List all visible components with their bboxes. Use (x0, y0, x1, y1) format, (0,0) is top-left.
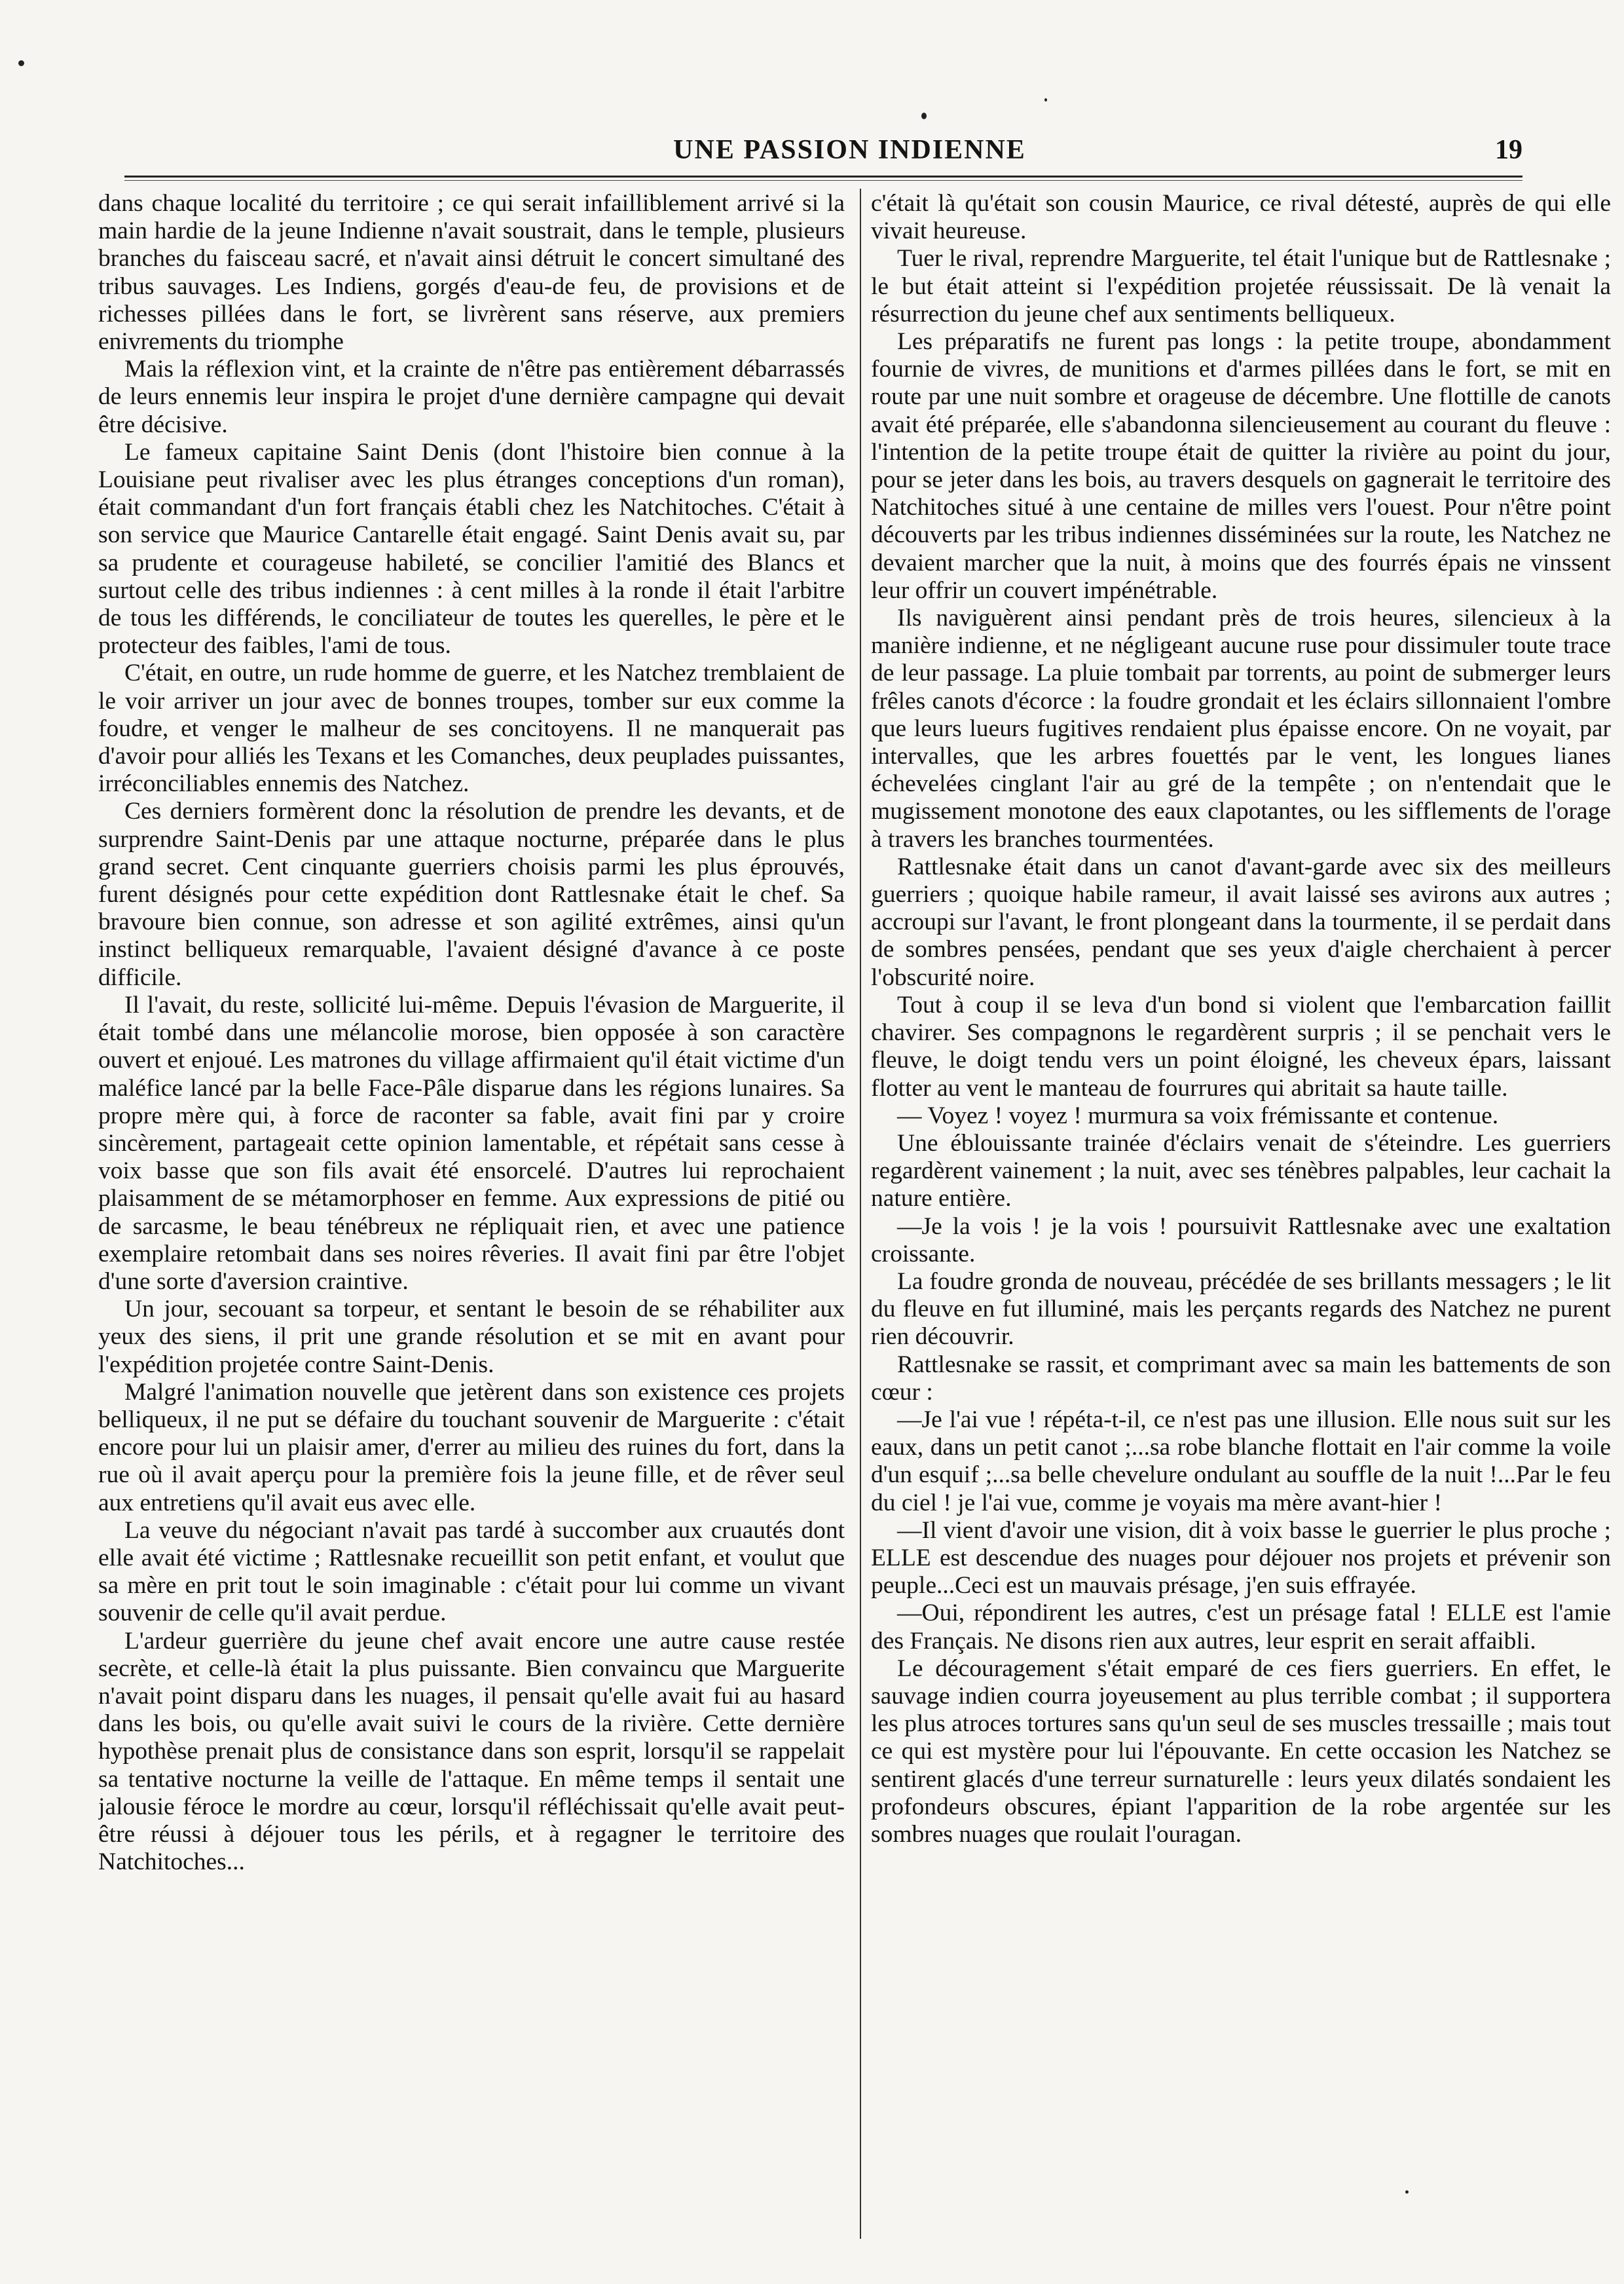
paragraph: Ces derniers formèrent donc la résolution de prendre les devants, et de surprendre Saint-Denis par une attaque nocturne, préparée dans le plus grand secret. Cent cinquante guerriers choisis parmi les plus éprouvés, furent désignés pour cette expédition dont Rattlesnake était le chef. Sa bravoure bien connue, son adresse et son agilité extrêmes, ainsi qu'un instinct belliqueux remarquable, l'avaient désigné d'avance à ce poste difficile. (98, 798, 845, 991)
page-number: 19 (1495, 135, 1522, 165)
right-column (871, 190, 1611, 2247)
paragraph: Ils naviguèrent ainsi pendant près de trois heures, silencieux à la manière indienne, et ne négligeant aucune ruse pour dissimuler toute trace de leur passage. La pluie tombait par torrents, au point de submerger leurs frêles canots d'écorce : la foudre grondait et les éclairs sillonnaient l'ombre que leurs lueurs fugitives rendaient plus épaisse encore. On ne voyait, par intervalles, que les arbres fouettés par le vent, les longues lianes échevelées cinglant l'air au gré de la tempête ; on n'entendait que le mugissement monotone des eaux clapotantes, ou les sifflements de l'orage à travers les branches tourmentées. (871, 605, 1611, 853)
paragraph: —Je la vois ! je la vois ! poursuivit Rattlesnake avec une exaltation croissante. (871, 1212, 1611, 1267)
paragraph: — Voyez ! voyez ! murmura sa voix frémissante et contenue. (897, 1102, 1499, 1129)
paragraph: Un jour, secouant sa torpeur, et sentant le besoin de se réhabiliter aux yeux des siens, il prit une grande résolution et se mit en avant pour l'expédition projetée contre Saint-Denis. (98, 1296, 845, 1378)
ink-speck (1044, 98, 1047, 102)
paragraph: La veuve du négociant n'avait pas tardé à succomber aux cruautés dont elle avait été victime ; Rattlesnake recueillit son petit enfant, et voulut que sa mère en prit tout le soin imaginable : c'était pour lui comme un vivant souvenir de celle qu'il avait perdue. (98, 1516, 845, 1627)
paragraph: Tout à coup il se leva d'un bond si violent que l'embarcation faillit chavirer. Ses compagnons le regardèrent surpris ; il se penchait vers le fleuve, le doigt tendu vers un point éloigné, les cheveux épars, laissant flotter au vent le manteau de fourrures qui abritait sa haute taille. (871, 991, 1611, 1102)
paragraph: C'était, en outre, un rude homme de guerre, et les Natchez tremblaient de le voir arriver un jour avec de bonnes troupes, tomber sur eux comme la foudre, et venger le malheur de ses concitoyens. Il ne manquerait pas d'avoir pour alliés les Texans et les Comanches, deux peuplades puissantes, irréconciliables ennemis des Natchez. (98, 660, 845, 798)
paragraph: —Je l'ai vue ! répéta-t-il, ce n'est pas une illusion. Elle nous suit sur les eaux, dans un petit canot ;...sa robe blanche flottait en l'air comme la voile d'un esquif ;...sa belle chevelure ondulant au souffle de la nuit !...Par le feu du ciel ! je l'ai vue, comme je voyais ma mère avant-hier ! (871, 1406, 1611, 1516)
left-column (98, 190, 845, 2247)
running-title: UNE PASSION INDIENNE (673, 135, 1026, 165)
paragraph: Rattlesnake se rassit, et comprimant avec sa main les battements de son cœur : (871, 1351, 1611, 1406)
ink-speck (18, 60, 24, 66)
paragraph: —Il vient d'avoir une vision, dit à voix basse le guerrier le plus proche ; ELLE est descendue des nuages pour déjouer nos projets et prévenir son peuple...Ceci est un mauvais présage, j'en suis effrayée. (871, 1516, 1611, 1600)
paragraph: Malgré l'animation nouvelle que jetèrent dans son existence ces projets belliqueux, il ne put se défaire du touchant souvenir de Marguerite : c'était encore pour lui un plaisir amer, d'errer au milieu des ruines du fort, dans la rue où il avait aperçu pour la première fois la jeune fille, et de rêver seul aux entretiens qu'il avait eus avec elle. (98, 1378, 845, 1516)
paragraph: —Oui, répondirent les autres, c'est un présage fatal ! ELLE est l'amie des Français. Ne disons rien aux autres, leur esprit en serait affaibli. (871, 1600, 1611, 1655)
paragraph: Le fameux capitaine Saint Denis (dont l'histoire bien connue à la Louisiane peut rivaliser avec les plus étranges conceptions d'un roman), était commandant d'un fort français établi chez les Natchitoches. C'était à son service que Maurice Cantarelle était engagé. Saint Denis avait su, par sa prudente et courageuse habileté, se concilier l'amitié des Blancs et surtout celle des tribus indiennes : à cent milles à la ronde il était l'arbitre de tous les différends, le conciliateur de toutes les querelles, le père et le protecteur des faibles, l'ami de tous. (98, 438, 845, 660)
ink-speck (1405, 2190, 1409, 2194)
header-rule (124, 176, 1522, 181)
paragraph: Une éblouissante trainée d'éclairs venait de s'éteindre. Les guerriers regardèrent vainement ; la nuit, avec ses ténèbres palpables, leur cachait la nature entière. (871, 1129, 1611, 1212)
column-divider (860, 189, 861, 2239)
paragraph: L'ardeur guerrière du jeune chef avait encore une autre cause restée secrète, et celle-là était la plus puissante. Bien convaincu que Marguerite n'avait point disparu dans les nuages, il pensait qu'elle avait fui au hasard dans les bois, ou qu'elle avait suivi le cours de la rivière. Cette dernière hypothèse prenait plus de consistance dans son esprit, lorsqu'il se rappelait sa tentative nocturne la veille de l'attaque. En même temps il sentait une jalousie féroce le mordre au cœur, lorsqu'il réfléchissait qu'elle avait peut-être réussi à déjouer tous les périls, et à regagner le territoire des Natchitoches... (98, 1627, 845, 1876)
paragraph: dans chaque localité du territoire ; ce qui serait infailliblement arrivé si la main hardie de la jeune Indienne n'avait soustrait, dans le temple, plusieurs branches du faisceau sacré, et n'avait ainsi détruit le concert simultané des tribus sauvages. Les Indiens, gorgés d'eau-de feu, de provisions et de richesses pillées dans le fort, se livrèrent sans réserve, aux premiers enivrements du triomphe (98, 190, 845, 356)
paragraph: La foudre gronda de nouveau, précédée de ses brillants messagers ; le lit du fleuve en fut illuminé, mais les perçants regards des Natchez ne purent rien découvrir. (871, 1267, 1611, 1351)
paragraph: Le découragement s'était emparé de ces fiers guerriers. En effet, le sauvage indien courra joyeusement au plus terrible combat ; il supportera les plus atroces tortures sans qu'un seul de ses muscles tressaille ; mais tout ce qui est mystère pour lui l'épouvante. En cette occasion les Natchez se sentirent glacés d'une terreur surnaturelle : leurs yeux dilatés sondaient les profondeurs obscures, épiant l'apparition de la robe argentée sur les sombres nuages que roulait l'ouragan. (871, 1655, 1611, 1848)
paragraph: Rattlesnake était dans un canot d'avant-garde avec six des meilleurs guerriers ; quoique habile rameur, il avait laissé ses avirons aux autres ; accroupi sur l'avant, le front plongeant dans la tourmente, il se perdait dans de sombres pensées, pendant que ses yeux d'aigle cherchaient à percer l'obscurité noire. (871, 853, 1611, 991)
paragraph: Il l'avait, du reste, sollicité lui-même. Depuis l'évasion de Marguerite, il était tombé dans une mélancolie morose, bien opposée à son caractère ouvert et enjoué. Les matrones du village affirmaient qu'il était victime d'un maléfice lancé par la belle Face-Pâle disparue dans les régions lunaires. Sa propre mère qui, à force de raconter sa fable, avait fini par y croire sincèrement, partageait cette opinion lamentable, et répétait sans cesse à voix basse que son fils avait été ensorcelé. D'autres lui reprochaient plaisamment de se métamorphoser en femme. Aux expressions de pitié ou de sarcasme, le beau ténébreux ne répliquait rien, et avec une patience exemplaire retombait dans ses noires rêveries. Il avait fini par être l'objet d'une sorte d'aversion craintive. (98, 991, 845, 1295)
paragraph: Mais la réflexion vint, et la crainte de n'être pas entièrement débarrassés de leurs ennemis leur inspira le projet d'une dernière campagne qui devait être décisive. (98, 356, 845, 438)
paragraph: Tuer le rival, reprendre Marguerite, tel était l'unique but de Rattlesnake ; le but était atteint si l'expédition projetée réussissait. De là venait la résurrection du jeune chef aux sentiments belliqueux. (871, 245, 1611, 328)
page-header (177, 134, 1522, 174)
ink-speck (921, 113, 927, 119)
paragraph: c'était là qu'était son cousin Maurice, ce rival détesté, auprès de qui elle vivait heureuse. (871, 190, 1611, 245)
paragraph: Les préparatifs ne furent pas longs : la petite troupe, abondamment fournie de vivres, de munitions et d'armes pillées dans le fort, se mit en route par une nuit sombre et orageuse de décembre. Une flottille de canots avait été préparée, elle s'abandonna silencieusement au courant du fleuve : l'intention de la petite troupe était de quitter la rivière au point du jour, pour se jeter dans les bois, au travers desquels on gagnerait le territoire des Natchitoches situé à une centaine de milles vers l'ouest. Pour n'être point découverts par les tribus indiennes disséminées sur la route, les Natchez ne devaient marcher que la nuit, à moins que des fourrés épais ne vinssent leur offrir un couvert impénétrable. (871, 328, 1611, 604)
